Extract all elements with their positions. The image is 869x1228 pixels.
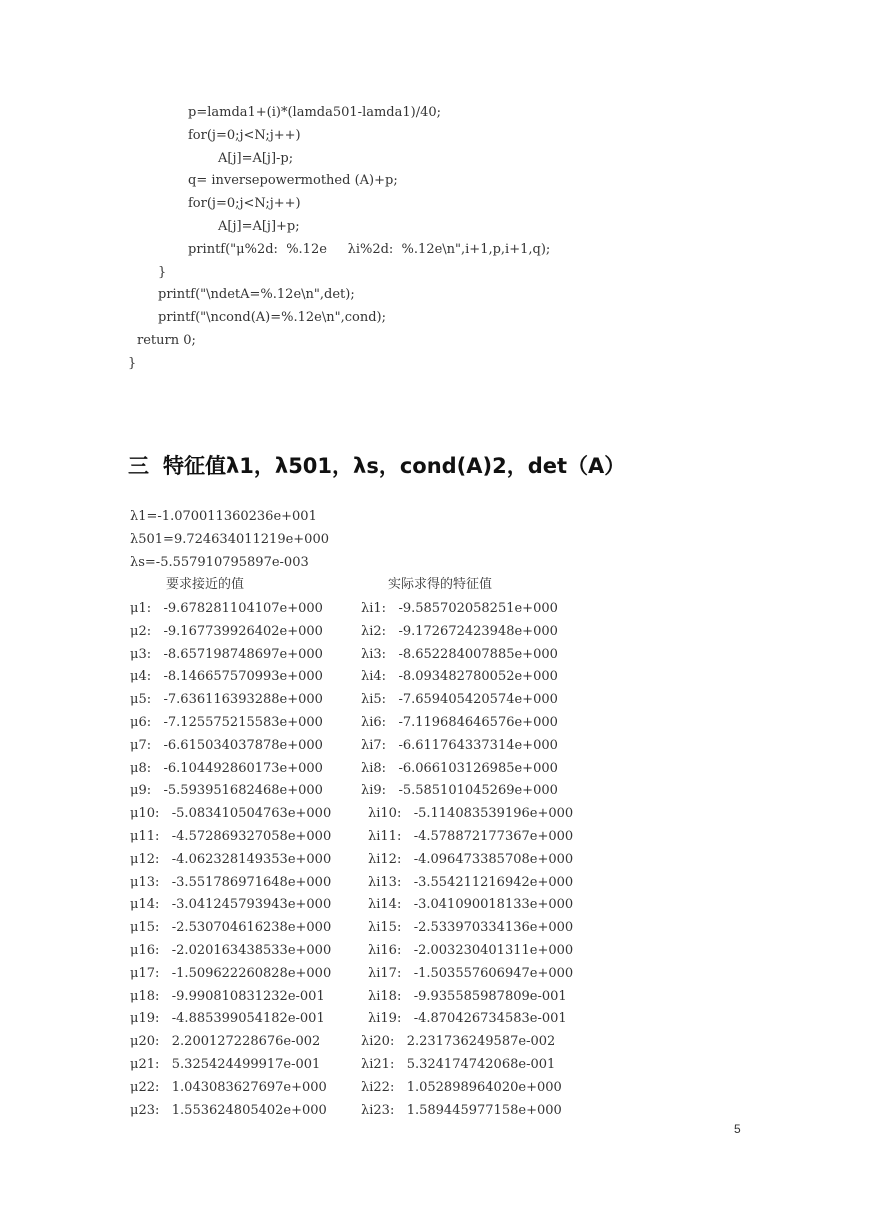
- table-cell-target: μ5: -7.636116393288e+000: [130, 692, 323, 708]
- table-cell-target: μ14: -3.041245793943e+000: [130, 897, 332, 913]
- table-cell-computed: λi14: -3.041090018133e+000: [368, 897, 574, 913]
- table-header-target: 要求接近的值: [166, 577, 245, 592]
- table-cell-computed: λi4: -8.093482780052e+000: [361, 669, 558, 685]
- table-cell-target: μ18: -9.990810831232e-001: [130, 988, 325, 1004]
- code-line: }: [158, 264, 167, 280]
- table-cell-computed: λi11: -4.578872177367e+000: [368, 829, 574, 844]
- table-cell-computed: λi9: -5.585101045269e+000: [361, 783, 558, 799]
- code-line: printf("μ%2d: %.12e λi%2d: %.12e\n",i+1,p,i+1,q);: [188, 241, 551, 257]
- section-number: 三: [128, 454, 149, 478]
- table-cell-target: μ11: -4.572869327058e+000: [130, 829, 332, 844]
- table-cell-computed: λi2: -9.172672423948e+000: [361, 623, 558, 639]
- table-cell-target: μ22: 1.043083627697e+000: [130, 1079, 327, 1095]
- section-title: 特征值λ1，λ501，λs，cond(A)2，det（A）: [163, 454, 626, 478]
- table-cell-target: μ13: -3.551786971648e+000: [130, 874, 332, 890]
- table-cell-computed: λi17: -1.503557606947e+000: [368, 965, 574, 981]
- table-cell-target: μ10: -5.083410504763e+000: [130, 806, 332, 822]
- table-cell-computed: λi12: -4.096473385708e+000: [368, 851, 574, 867]
- code-line: A[j]=A[j]-p;: [218, 150, 294, 166]
- table-cell-computed: λi3: -8.652284007885e+000: [361, 646, 558, 662]
- code-line: }: [128, 355, 137, 371]
- table-cell-target: μ20: 2.200127228676e-002: [130, 1034, 321, 1050]
- table-cell-computed: λi16: -2.003230401311e+000: [368, 943, 574, 958]
- code-line: p=lamda1+(i)*(lamda501-lamda1)/40;: [188, 105, 442, 120]
- result-line: λ1=-1.070011360236e+001: [130, 509, 317, 524]
- table-cell-computed: λi1: -9.585702058251e+000: [361, 601, 558, 616]
- table-cell-target: μ8: -6.104492860173e+000: [130, 760, 323, 776]
- table-cell-computed: λi18: -9.935585987809e-001: [368, 988, 567, 1004]
- table-cell-computed: λi13: -3.554211216942e+000: [368, 874, 574, 890]
- result-line: λ501=9.724634011219e+000: [130, 531, 329, 547]
- table-cell-target: μ16: -2.020163438533e+000: [130, 943, 332, 958]
- table-cell-target: μ9: -5.593951682468e+000: [130, 783, 323, 799]
- table-cell-computed: λi23: 1.589445977158e+000: [361, 1102, 562, 1118]
- table-cell-computed: λi8: -6.066103126985e+000: [361, 760, 558, 776]
- table-cell-computed: λi6: -7.119684646576e+000: [361, 715, 558, 730]
- table-cell-target: μ6: -7.125575215583e+000: [130, 715, 323, 730]
- table-cell-target: μ4: -8.146657570993e+000: [130, 669, 323, 685]
- table-cell-target: μ15: -2.530704616238e+000: [130, 920, 332, 936]
- table-cell-computed: λi7: -6.611764337314e+000: [361, 737, 558, 753]
- code-line: for(j=0;j<N;j++): [188, 196, 301, 212]
- section-heading: [128, 450, 625, 480]
- table-cell-target: μ23: 1.553624805402e+000: [130, 1102, 327, 1118]
- table-cell-target: μ17: -1.509622260828e+000: [130, 965, 332, 981]
- page-number: 5: [734, 1122, 741, 1136]
- result-line: λs=-5.557910795897e-003: [130, 554, 309, 570]
- table-cell-computed: λi20: 2.231736249587e-002: [361, 1034, 556, 1050]
- code-line: return 0;: [137, 333, 196, 348]
- table-cell-computed: λi21: 5.324174742068e-001: [361, 1057, 556, 1072]
- table-cell-computed: λi15: -2.533970334136e+000: [368, 920, 574, 936]
- table-cell-target: μ12: -4.062328149353e+000: [130, 851, 332, 867]
- table-header-computed: 实际求得的特征值: [388, 577, 493, 592]
- table-cell-target: μ3: -8.657198748697e+000: [130, 646, 323, 662]
- table-cell-computed: λi22: 1.052898964020e+000: [361, 1079, 562, 1095]
- table-cell-computed: λi5: -7.659405420574e+000: [361, 692, 558, 708]
- code-line: for(j=0;j<N;j++): [188, 127, 301, 143]
- table-cell-target: μ1: -9.678281104107e+000: [130, 601, 323, 616]
- table-cell-target: μ19: -4.885399054182e-001: [130, 1011, 325, 1027]
- table-cell-computed: λi19: -4.870426734583e-001: [368, 1011, 567, 1027]
- table-cell-target: μ21: 5.325424499917e-001: [130, 1057, 321, 1072]
- table-cell-target: μ2: -9.167739926402e+000: [130, 623, 323, 639]
- table-cell-target: μ7: -6.615034037878e+000: [130, 737, 323, 753]
- code-line: printf("\ncond(A)=%.12e\n",cond);: [158, 310, 386, 326]
- table-cell-computed: λi10: -5.114083539196e+000: [368, 806, 574, 822]
- code-line: A[j]=A[j]+p;: [218, 219, 300, 234]
- code-line: q= inversepowermothed (A)+p;: [188, 173, 398, 189]
- code-line: printf("\ndetA=%.12e\n",det);: [158, 287, 355, 303]
